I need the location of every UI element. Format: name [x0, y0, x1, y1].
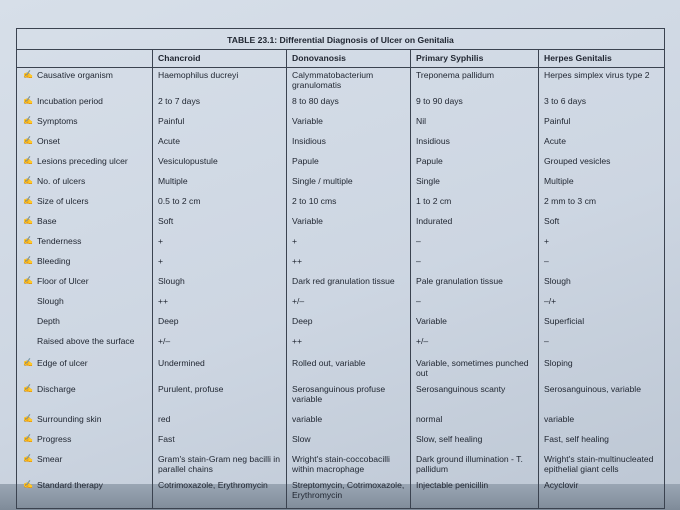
header-donovanosis: Donovanosis: [287, 50, 411, 68]
row-feature-label: Floor of Ulcer: [37, 276, 89, 286]
row-feature: [17, 114, 153, 134]
cell-chancroid: Vesiculopustule: [153, 154, 287, 174]
row-feature: [17, 382, 153, 412]
cell-herpes-genitalis: +: [539, 234, 665, 254]
cell-chancroid: ++: [153, 294, 287, 314]
cell-herpes-genitalis: Wright's stain-multinucleated epithelial giant cells: [539, 452, 665, 478]
cell-chancroid: Fast: [153, 432, 287, 452]
row-feature: [17, 412, 153, 432]
row-feature: [17, 94, 153, 114]
cell-herpes-genitalis: –/+: [539, 294, 665, 314]
row-feature: [17, 334, 153, 356]
cell-herpes-genitalis: Fast, self healing: [539, 432, 665, 452]
row-feature-label: Smear: [37, 454, 63, 464]
table-row: [17, 114, 665, 134]
table-row: [17, 174, 665, 194]
cell-donovanosis: +: [287, 234, 411, 254]
row-feature: [17, 154, 153, 174]
row-feature: [17, 452, 153, 478]
cell-herpes-genitalis: Acyclovir: [539, 478, 665, 509]
pen-bullet-icon: ✍: [23, 384, 33, 393]
cell-primary-syphilis: –: [411, 294, 539, 314]
cell-donovanosis: Slow: [287, 432, 411, 452]
cell-chancroid: Slough: [153, 274, 287, 294]
cell-primary-syphilis: normal: [411, 412, 539, 432]
table-row: [17, 314, 665, 334]
row-feature: [17, 174, 153, 194]
cell-chancroid: red: [153, 412, 287, 432]
pen-bullet-icon: ✍: [23, 358, 33, 367]
row-feature-label: Base: [37, 216, 57, 226]
cell-primary-syphilis: Treponema pallidum: [411, 68, 539, 95]
cell-donovanosis: ++: [287, 334, 411, 356]
row-feature-label: Raised above the surface: [37, 336, 135, 346]
pen-bullet-icon: ✍: [23, 216, 33, 225]
table-row: [17, 294, 665, 314]
cell-donovanosis: Serosanguinous profuse variable: [287, 382, 411, 412]
table-row: [17, 194, 665, 214]
cell-herpes-genitalis: Herpes simplex virus type 2: [539, 68, 665, 95]
row-feature: [17, 294, 153, 314]
row-feature: [17, 254, 153, 274]
pen-bullet-icon: ✍: [23, 176, 33, 185]
pen-bullet-icon: ✍: [23, 480, 33, 489]
row-feature-label: Lesions preceding ulcer: [37, 156, 128, 166]
table-row: [17, 274, 665, 294]
row-feature: [17, 314, 153, 334]
row-feature: [17, 432, 153, 452]
row-feature: [17, 478, 153, 509]
row-feature-label: No. of ulcers: [37, 176, 86, 186]
cell-primary-syphilis: Indurated: [411, 214, 539, 234]
cell-chancroid: Deep: [153, 314, 287, 334]
cell-donovanosis: Insidious: [287, 134, 411, 154]
row-feature-label: Causative organism: [37, 70, 113, 80]
cell-primary-syphilis: –: [411, 234, 539, 254]
cell-donovanosis: +/–: [287, 294, 411, 314]
pen-bullet-icon: ✍: [23, 196, 33, 205]
cell-chancroid: 2 to 7 days: [153, 94, 287, 114]
table-row: [17, 432, 665, 452]
pen-bullet-icon: ✍: [23, 434, 33, 443]
cell-donovanosis: Rolled out, variable: [287, 356, 411, 382]
row-feature-label: Standard therapy: [37, 480, 103, 490]
cell-chancroid: +/–: [153, 334, 287, 356]
cell-chancroid: Painful: [153, 114, 287, 134]
cell-chancroid: Multiple: [153, 174, 287, 194]
cell-chancroid: Cotrimoxazole, Erythromycin: [153, 478, 287, 509]
cell-chancroid: 0.5 to 2 cm: [153, 194, 287, 214]
table-row: [17, 412, 665, 432]
cell-chancroid: Soft: [153, 214, 287, 234]
row-feature: [17, 356, 153, 382]
row-feature-label: Slough: [37, 296, 64, 306]
cell-donovanosis: ++: [287, 254, 411, 274]
cell-donovanosis: Variable: [287, 214, 411, 234]
table-row: [17, 356, 665, 382]
pen-bullet-icon: ✍: [23, 116, 33, 125]
table-row: [17, 382, 665, 412]
row-feature: [17, 214, 153, 234]
cell-donovanosis: Wright's stain-coccobacilli within macrophage: [287, 452, 411, 478]
cell-herpes-genitalis: –: [539, 254, 665, 274]
cell-primary-syphilis: 9 to 90 days: [411, 94, 539, 114]
cell-primary-syphilis: Papule: [411, 154, 539, 174]
pen-bullet-icon: ✍: [23, 136, 33, 145]
header-herpes-genitalis: Herpes Genitalis: [539, 50, 665, 68]
cell-donovanosis: Calymmatobacterium granulomatis: [287, 68, 411, 95]
row-feature-label: Depth: [37, 316, 60, 326]
pen-bullet-icon: ✍: [23, 236, 33, 245]
cell-herpes-genitalis: 3 to 6 days: [539, 94, 665, 114]
pen-bullet-icon: ✍: [23, 70, 33, 79]
cell-herpes-genitalis: Soft: [539, 214, 665, 234]
cell-donovanosis: 8 to 80 days: [287, 94, 411, 114]
cell-herpes-genitalis: –: [539, 334, 665, 356]
cell-primary-syphilis: Variable, sometimes punched out: [411, 356, 539, 382]
cell-primary-syphilis: Insidious: [411, 134, 539, 154]
cell-primary-syphilis: Single: [411, 174, 539, 194]
header-chancroid: Chancroid: [153, 50, 287, 68]
cell-chancroid: Undermined: [153, 356, 287, 382]
row-feature: [17, 68, 153, 95]
cell-chancroid: Purulent, profuse: [153, 382, 287, 412]
table-row: [17, 478, 665, 509]
cell-primary-syphilis: +/–: [411, 334, 539, 356]
cell-herpes-genitalis: Acute: [539, 134, 665, 154]
row-feature-label: Progress: [37, 434, 72, 444]
table-row: [17, 254, 665, 274]
row-feature: [17, 194, 153, 214]
cell-primary-syphilis: Serosanguinous scanty: [411, 382, 539, 412]
row-feature-label: Edge of ulcer: [37, 358, 88, 368]
cell-donovanosis: Dark red granulation tissue: [287, 274, 411, 294]
table-title: TABLE 23.1: Differential Diagnosis of Ulcer on Genitalia: [17, 29, 665, 50]
row-feature-label: Discharge: [37, 384, 76, 394]
cell-donovanosis: 2 to 10 cms: [287, 194, 411, 214]
table-row: [17, 334, 665, 356]
cell-chancroid: +: [153, 254, 287, 274]
table-row: [17, 452, 665, 478]
pen-bullet-icon: ✍: [23, 96, 33, 105]
row-feature-label: Symptoms: [37, 116, 78, 126]
row-feature-label: Onset: [37, 136, 60, 146]
table-row: [17, 134, 665, 154]
cell-donovanosis: Single / multiple: [287, 174, 411, 194]
pen-bullet-icon: ✍: [23, 454, 33, 463]
row-feature: [17, 134, 153, 154]
cell-herpes-genitalis: Sloping: [539, 356, 665, 382]
row-feature: [17, 274, 153, 294]
table-row: [17, 214, 665, 234]
row-feature-label: Surrounding skin: [37, 414, 102, 424]
header-empty: [17, 50, 153, 68]
pen-bullet-icon: ✍: [23, 276, 33, 285]
cell-donovanosis: variable: [287, 412, 411, 432]
row-feature-label: Bleeding: [37, 256, 71, 266]
cell-primary-syphilis: Dark ground illumination - T. pallidum: [411, 452, 539, 478]
cell-chancroid: Gram's stain-Gram neg bacilli in parallel chains: [153, 452, 287, 478]
cell-herpes-genitalis: Superficial: [539, 314, 665, 334]
differential-diagnosis-table: [16, 28, 665, 509]
cell-donovanosis: Variable: [287, 114, 411, 134]
cell-primary-syphilis: Pale granulation tissue: [411, 274, 539, 294]
cell-chancroid: +: [153, 234, 287, 254]
row-feature-label: Size of ulcers: [37, 196, 89, 206]
cell-herpes-genitalis: variable: [539, 412, 665, 432]
cell-primary-syphilis: Nil: [411, 114, 539, 134]
cell-donovanosis: Deep: [287, 314, 411, 334]
header-row: [17, 50, 665, 68]
cell-primary-syphilis: Slow, self healing: [411, 432, 539, 452]
table-row: [17, 234, 665, 254]
cell-primary-syphilis: –: [411, 254, 539, 274]
cell-primary-syphilis: Variable: [411, 314, 539, 334]
cell-herpes-genitalis: 2 mm to 3 cm: [539, 194, 665, 214]
cell-herpes-genitalis: Grouped vesicles: [539, 154, 665, 174]
header-primary-syphilis: Primary Syphilis: [411, 50, 539, 68]
cell-herpes-genitalis: Multiple: [539, 174, 665, 194]
cell-herpes-genitalis: Painful: [539, 114, 665, 134]
row-feature: [17, 234, 153, 254]
pen-bullet-icon: ✍: [23, 414, 33, 423]
cell-herpes-genitalis: Serosanguinous, variable: [539, 382, 665, 412]
table-row: [17, 154, 665, 174]
cell-primary-syphilis: Injectable penicillin: [411, 478, 539, 509]
table-row: [17, 68, 665, 95]
pen-bullet-icon: ✍: [23, 156, 33, 165]
cell-donovanosis: Papule: [287, 154, 411, 174]
cell-primary-syphilis: 1 to 2 cm: [411, 194, 539, 214]
table-row: [17, 94, 665, 114]
cell-chancroid: Haemophilus ducreyi: [153, 68, 287, 95]
cell-donovanosis: Streptomycin, Cotrimoxazole, Erythromycin: [287, 478, 411, 509]
cell-chancroid: Acute: [153, 134, 287, 154]
row-feature-label: Tenderness: [37, 236, 82, 246]
pen-bullet-icon: ✍: [23, 256, 33, 265]
row-feature-label: Incubation period: [37, 96, 103, 106]
cell-herpes-genitalis: Slough: [539, 274, 665, 294]
